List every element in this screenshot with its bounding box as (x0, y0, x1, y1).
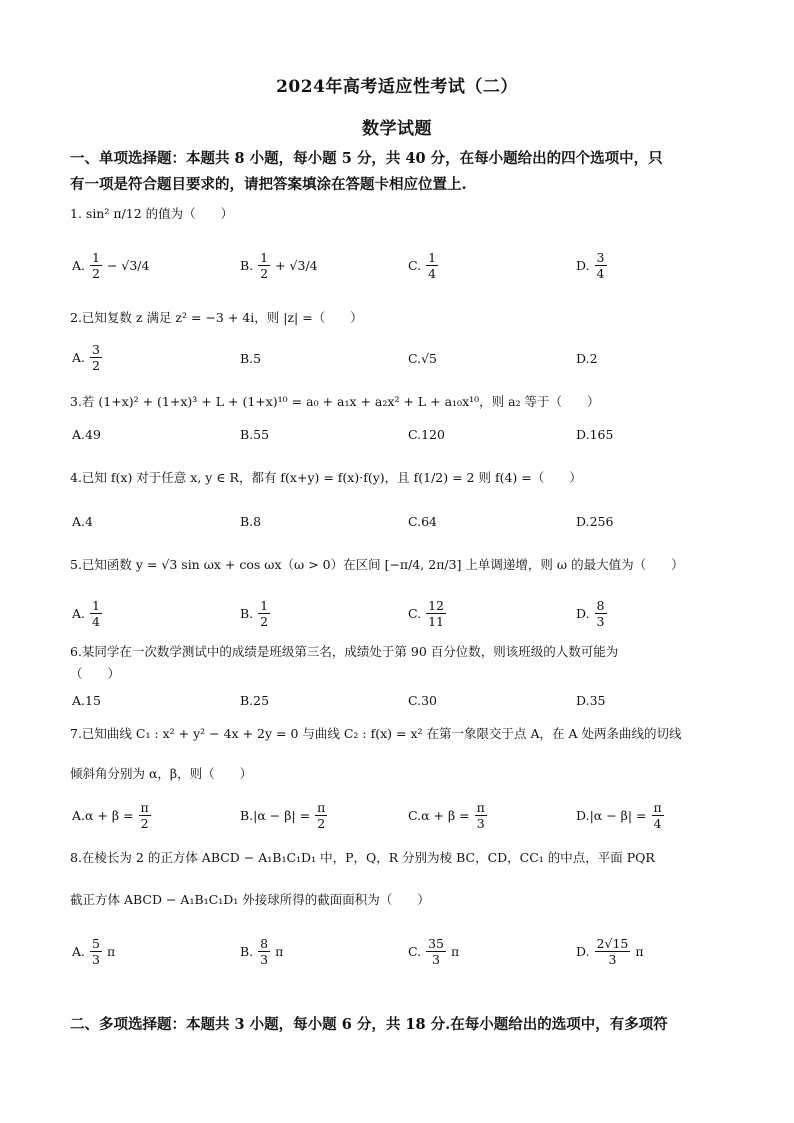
fraction: $\frac{8}{3}$ (596, 598, 605, 629)
question-2-stem: 2.已知复数 z 满足 z² = −3 + 4i，则 |z| =（ ） (70, 310, 363, 325)
fraction: $\frac{3}{4}$ (596, 250, 605, 281)
option-a[interactable]: A. $\frac{3}{2}$ (72, 342, 100, 373)
option-a[interactable]: A.α + β = $\frac{\pi}{2}$ (72, 800, 149, 831)
fraction: $\frac{3}{2}$ (92, 342, 100, 373)
option-c[interactable]: C. $\frac{35}{3}$ π (408, 936, 460, 967)
section-1-heading (70, 146, 730, 198)
section-2-line-1: 二、多项选择题：本题共 3 小题，每小题 6 分，共 18 分.在每小题给出的选项中，有多项符 (70, 1016, 668, 1033)
question-5-options (72, 598, 732, 638)
exam-subtitle: 数学试题 (362, 119, 432, 139)
option-d[interactable]: D.165 (576, 427, 614, 442)
option-d[interactable]: D.35 (576, 693, 606, 708)
option-b[interactable]: B.55 (240, 427, 270, 442)
question-1-options (72, 250, 732, 290)
option-b[interactable]: B. $\frac{8}{3}$ π (240, 936, 284, 967)
option-a[interactable]: A. $\frac{1}{4}$ (72, 598, 100, 629)
option-b[interactable]: B.5 (240, 351, 262, 366)
question-3-stem: 3.若 (1+x)² + (1+x)³ + L + (1+x)¹⁰ = a₀ + a₁x + a₂x² + L + a₁₀x¹⁰，则 a₂ 等于（ ） (70, 394, 600, 409)
question-6-stem-cont: （ ） (70, 666, 121, 681)
option-b[interactable]: B.8 (240, 514, 262, 529)
option-c[interactable]: C. $\frac{1}{4}$ (408, 250, 437, 281)
option-a[interactable]: A.15 (72, 693, 101, 708)
option-d[interactable]: D.256 (576, 514, 614, 529)
option-a[interactable]: A. $\frac{1}{2}$ − √3/4 (72, 250, 150, 281)
question-2-options (72, 342, 732, 382)
option-c[interactable]: C. $\frac{12}{11}$ (408, 598, 444, 629)
option-c[interactable]: C.√5 (408, 351, 438, 366)
option-c[interactable]: C.α + β = $\frac{\pi}{3}$ (408, 800, 485, 831)
fraction: $\frac{35}{3}$ (428, 936, 444, 967)
fraction: $\frac{8}{3}$ (260, 936, 269, 967)
fraction: $\frac{1}{4}$ (92, 598, 100, 629)
option-d[interactable]: D.2 (576, 351, 598, 366)
option-d[interactable]: D. $\frac{3}{4}$ (576, 250, 605, 281)
question-5-stem: 5.已知函数 y = √3 sin ωx + cos ωx（ω > 0）在区间 [−π/4, 2π/3] 上单调递增，则 ω 的最大值为（ ） (70, 557, 684, 572)
question-8-options (72, 936, 732, 976)
fraction: $\frac{1}{2}$ (260, 250, 269, 281)
option-a[interactable]: A.4 (72, 514, 93, 529)
question-1-stem: 1. sin² π/12 的值为（ ） (70, 206, 234, 221)
question-7-stem-cont: 倾斜角分别为 α，β，则（ ） (70, 766, 253, 781)
exam-title: 2024年高考适应性考试（二） (276, 77, 518, 97)
question-4-options (72, 513, 732, 553)
question-8-stem: 8.在棱长为 2 的正方体 ABCD − A₁B₁C₁D₁ 中，P，Q，R 分别为棱 BC，CD，CC₁ 的中点，平面 PQR (70, 850, 655, 865)
option-b[interactable]: B. $\frac{1}{2}$ + √3/4 (240, 250, 318, 281)
question-4-stem: 4.已知 f(x) 对于任意 x, y ∈ R，都有 f(x+y) = f(x)·f(y)，且 f(1/2) = 2 则 f(4) =（ ） (70, 470, 582, 485)
option-b[interactable]: B.|α − β| = $\frac{\pi}{2}$ (240, 800, 326, 831)
option-a[interactable]: A.49 (72, 427, 101, 442)
fraction: $\frac{\pi}{2}$ (317, 800, 326, 831)
fraction: $\frac{5}{3}$ (92, 936, 100, 967)
option-c[interactable]: C.64 (408, 514, 437, 529)
option-d[interactable]: D. $\frac{2√15}{3}$ π (576, 936, 644, 967)
fraction: $\frac{\pi}{4}$ (653, 800, 662, 831)
fraction: $\frac{12}{11}$ (428, 598, 444, 629)
option-c[interactable]: C.30 (408, 693, 437, 708)
fraction: $\frac{1}{4}$ (428, 250, 437, 281)
fraction: $\frac{\pi}{3}$ (476, 800, 485, 831)
fraction: $\frac{2√15}{3}$ (596, 936, 629, 967)
fraction: $\frac{\pi}{2}$ (140, 800, 149, 831)
option-d[interactable]: D. $\frac{8}{3}$ (576, 598, 605, 629)
section-1-line-1: 一、单项选择题：本题共 8 小题，每小题 5 分，共 40 分，在每小题给出的四个选项中，只 (70, 150, 663, 167)
question-8-stem-cont: 截正方体 ABCD − A₁B₁C₁D₁ 外接球所得的截面面积为（ ） (70, 892, 430, 907)
section-2-heading (70, 1012, 730, 1038)
fraction: $\frac{1}{2}$ (260, 598, 269, 629)
option-c[interactable]: C.120 (408, 427, 445, 442)
option-b[interactable]: B. $\frac{1}{2}$ (240, 598, 269, 629)
question-3-options (72, 426, 732, 466)
option-a[interactable]: A. $\frac{5}{3}$ π (72, 936, 116, 967)
question-7-stem: 7.已知曲线 C₁ : x² + y² − 4x + 2y = 0 与曲线 C₂ : f(x) = x² 在第一象限交于点 A，在 A 处两条曲线的切线 (70, 726, 682, 741)
option-d[interactable]: D.|α − β| = $\frac{\pi}{4}$ (576, 800, 662, 831)
question-6-stem: 6.某同学在一次数学测试中的成绩是班级第三名，成绩处于第 90 百分位数，则该班级的人数可能为 (70, 644, 619, 659)
option-b[interactable]: B.25 (240, 693, 270, 708)
fraction: $\frac{1}{2}$ (92, 250, 100, 281)
question-7-options (72, 800, 732, 840)
section-1-line-2: 有一项是符合题目要求的，请把答案填涂在答题卡相应位置上. (70, 176, 467, 193)
